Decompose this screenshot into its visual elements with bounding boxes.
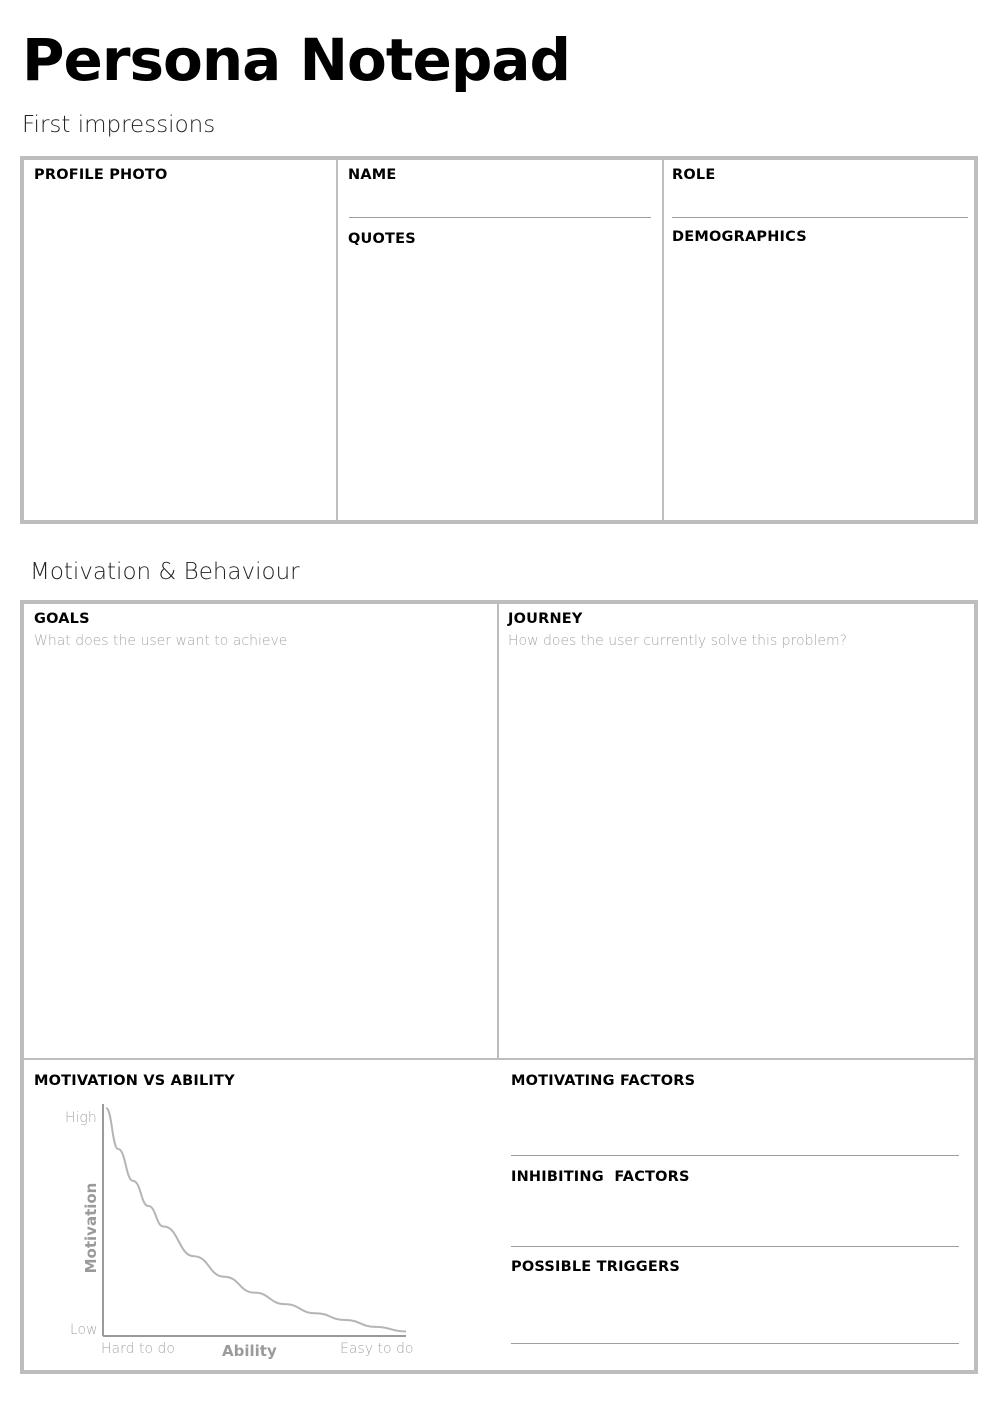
motivation-ability-curve xyxy=(106,1108,406,1331)
page-title: Persona Notepad xyxy=(22,26,571,94)
section-title-motivation-behaviour: Motivation & Behaviour xyxy=(30,559,300,585)
motivating-factors-label: MOTIVATING FACTORS xyxy=(511,1073,696,1089)
column-divider xyxy=(662,160,664,520)
row-divider xyxy=(24,1058,974,1060)
role-field[interactable] xyxy=(672,190,968,216)
y-tick-label-high: High xyxy=(65,1110,97,1126)
profile-photo-label: PROFILE PHOTO xyxy=(34,167,168,183)
possible-triggers-underline xyxy=(511,1343,959,1344)
inhibiting-factors-underline xyxy=(511,1246,959,1247)
x-tick-label-hard: Hard to do xyxy=(101,1341,175,1357)
name-label: NAME xyxy=(348,167,397,183)
inhibiting-factors-label: INHIBITING FACTORS xyxy=(511,1169,690,1185)
x-axis-title: Ability xyxy=(222,1342,277,1360)
motivating-factors-field[interactable] xyxy=(510,1098,960,1154)
demographics-label: DEMOGRAPHICS xyxy=(672,229,807,245)
name-field[interactable] xyxy=(348,190,650,216)
quotes-area[interactable] xyxy=(348,256,654,514)
journey-label: JOURNEY xyxy=(508,611,583,627)
goals-hint: What does the user want to achieve xyxy=(34,633,288,649)
journey-hint: How does the user currently solve this problem? xyxy=(508,633,848,649)
quotes-label: QUOTES xyxy=(348,231,416,247)
name-underline xyxy=(349,217,651,218)
motivation-vs-ability-label: MOTIVATION VS ABILITY xyxy=(34,1073,235,1089)
profile-photo-area[interactable] xyxy=(26,194,332,516)
x-tick-label-easy: Easy to do xyxy=(340,1341,414,1357)
goals-label: GOALS xyxy=(34,611,90,627)
motivation-ability-chart xyxy=(90,1100,420,1345)
section-title-first-impressions: First impressions xyxy=(22,112,216,138)
y-tick-label-low: Low xyxy=(70,1322,98,1338)
demographics-area[interactable] xyxy=(672,254,970,514)
role-label: ROLE xyxy=(672,167,716,183)
column-divider xyxy=(336,160,338,520)
journey-area[interactable] xyxy=(504,656,970,1052)
goals-area[interactable] xyxy=(28,656,492,1052)
possible-triggers-label: POSSIBLE TRIGGERS xyxy=(511,1259,680,1275)
motivating-factors-underline xyxy=(511,1155,959,1156)
inhibiting-factors-field[interactable] xyxy=(510,1194,960,1244)
y-axis-title: Motivation xyxy=(82,1182,100,1274)
column-divider xyxy=(497,604,499,1059)
possible-triggers-field[interactable] xyxy=(510,1284,960,1340)
role-underline xyxy=(672,217,968,218)
